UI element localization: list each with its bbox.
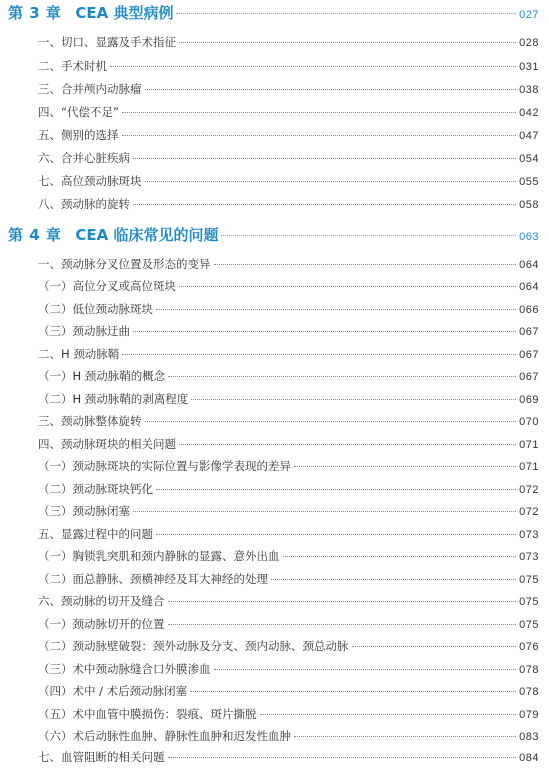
page-number: 073 — [519, 551, 539, 563]
entry-title: 五、显露过程中的问题 — [38, 527, 153, 541]
toc-entry[interactable] — [38, 193, 539, 215]
entry-title: 三、颈动脉整体旋转 — [38, 414, 142, 428]
page-number: 076 — [519, 641, 539, 653]
page-number: 072 — [519, 484, 539, 496]
entry-title: （二）颈动脉斑块钙化 — [38, 482, 153, 496]
page-number: 067 — [519, 371, 539, 383]
dot-leader — [294, 466, 516, 467]
entry-title: （二）低位颈动脉斑块 — [38, 302, 153, 316]
page-number: 055 — [519, 176, 539, 188]
page-number: 083 — [519, 731, 539, 743]
page-number: 084 — [519, 752, 539, 764]
entry-title: 六、合并心脏疾病 — [38, 151, 130, 165]
entry-title: 一、切口、显露及手术指征 — [38, 35, 176, 49]
dot-leader — [168, 624, 517, 625]
page-number: 073 — [519, 529, 539, 541]
entry-title: （一）胸锁乳突肌和颈内静脉的显露、意外出血 — [38, 549, 280, 563]
toc-entry[interactable] — [38, 298, 539, 320]
chapter-title: CEA 典型病例 — [75, 4, 174, 22]
toc-entry[interactable] — [38, 523, 539, 545]
toc-entry[interactable] — [38, 613, 539, 635]
dot-leader — [352, 646, 517, 647]
toc-entry[interactable] — [38, 545, 539, 567]
dot-leader — [214, 264, 517, 265]
toc-entry[interactable] — [38, 124, 539, 146]
entry-title: （一）颈动脉斑块的实际位置与影像学表现的差异 — [38, 459, 291, 473]
dot-leader — [133, 511, 516, 512]
entry-title: 八、颈动脉的旋转 — [38, 197, 130, 211]
dot-leader — [176, 13, 516, 14]
dot-leader — [122, 112, 516, 113]
toc-entry[interactable] — [38, 680, 539, 702]
toc-entry[interactable] — [38, 568, 539, 590]
page-number: 067 — [519, 326, 539, 338]
dot-leader — [179, 444, 516, 445]
dot-leader — [145, 421, 517, 422]
toc-entry[interactable] — [38, 410, 539, 432]
page-number: 028 — [519, 37, 539, 49]
dot-leader — [294, 736, 516, 737]
entry-title: 七、血管阻断的相关问题 — [38, 750, 165, 764]
dot-leader — [156, 489, 516, 490]
entry-title: 二、手术时机 — [38, 59, 107, 73]
dot-leader — [168, 757, 517, 758]
page-number: 067 — [519, 349, 539, 361]
dot-leader — [133, 204, 516, 205]
toc-entry[interactable] — [38, 101, 539, 123]
toc-entry[interactable] — [38, 147, 539, 169]
entry-title: （五）术中血管中膜损伤：裂痕、斑片撕脱 — [38, 707, 257, 721]
entry-title: （三）术中颈动脉缝合口外膜渗血 — [38, 662, 211, 676]
toc-entry[interactable] — [38, 725, 539, 747]
entry-title: （六）术后动脉性血肿、静脉性血肿和迟发性血肿 — [38, 729, 291, 743]
page-number: 079 — [519, 709, 539, 721]
page-number: 064 — [519, 259, 539, 271]
dot-leader — [191, 399, 516, 400]
page-number: 069 — [519, 394, 539, 406]
page-number: 066 — [519, 304, 539, 316]
page-number: 078 — [519, 686, 539, 698]
page-number: 042 — [519, 107, 539, 119]
page-number: 054 — [519, 153, 539, 165]
toc-entry[interactable] — [38, 658, 539, 680]
entry-title: （三）颈动脉迂曲 — [38, 324, 130, 338]
dot-leader — [168, 376, 516, 377]
dot-leader — [145, 181, 517, 182]
entry-title: （三）颈动脉闭塞 — [38, 504, 130, 518]
dot-leader — [214, 669, 517, 670]
chapter-number: 第 4 章 — [8, 226, 62, 244]
dot-leader — [156, 534, 516, 535]
dot-leader — [179, 286, 516, 287]
entry-title: 四、“代偿不足” — [38, 105, 119, 119]
dot-leader — [122, 354, 516, 355]
entry-title: 二、H 颈动脉鞘 — [38, 347, 120, 361]
dot-leader — [179, 42, 516, 43]
entry-title: 五、侧别的选择 — [38, 128, 119, 142]
entry-title: 三、合并颅内动脉瘤 — [38, 82, 142, 96]
toc-entry[interactable] — [38, 320, 539, 342]
page-number: 038 — [519, 84, 539, 96]
page-number: 078 — [519, 664, 539, 676]
entry-title: 六、颈动脉的切开及缝合 — [38, 594, 165, 608]
page-number: 064 — [519, 281, 539, 293]
page-number: 063 — [519, 231, 539, 243]
entry-title: （四）术中 / 术后颈动脉闭塞 — [38, 684, 188, 698]
page-number: 075 — [519, 596, 539, 608]
dot-leader — [133, 331, 516, 332]
toc-entry[interactable] — [38, 455, 539, 477]
toc-entry[interactable] — [38, 478, 539, 500]
page-number: 047 — [519, 130, 539, 142]
toc-entry[interactable] — [38, 746, 539, 768]
toc-entry[interactable] — [38, 500, 539, 522]
page-number: 031 — [519, 61, 539, 73]
dot-leader — [145, 89, 517, 90]
page-number: 075 — [519, 619, 539, 631]
page-number: 075 — [519, 574, 539, 586]
toc-entry[interactable] — [38, 253, 539, 275]
dot-leader — [271, 579, 516, 580]
entry-title: （一）H 颈动脉鞘的概念 — [38, 369, 166, 383]
toc-entry[interactable] — [38, 78, 539, 100]
dot-leader — [283, 556, 517, 557]
page-number: 071 — [519, 439, 539, 451]
toc-entry[interactable] — [38, 55, 539, 77]
toc-entry[interactable] — [38, 275, 539, 297]
toc-entry[interactable] — [38, 433, 539, 455]
chapter-3-heading[interactable] — [8, 2, 539, 24]
chapter-4-heading[interactable] — [8, 224, 539, 246]
toc-entry[interactable] — [38, 590, 539, 612]
dot-leader — [190, 691, 516, 692]
page-number: 027 — [519, 9, 539, 21]
dot-leader — [110, 66, 516, 67]
toc-entry[interactable] — [38, 635, 539, 657]
dot-leader — [122, 135, 517, 136]
page-number: 058 — [519, 199, 539, 211]
toc-entry[interactable] — [38, 170, 539, 192]
entry-title: （二）H 颈动脉鞘的剥离程度 — [38, 392, 189, 406]
toc-entry[interactable] — [38, 31, 539, 53]
toc-entry[interactable] — [38, 703, 539, 725]
entry-title: 四、颈动脉斑块的相关问题 — [38, 437, 176, 451]
dot-leader — [221, 235, 516, 236]
page-number: 071 — [519, 461, 539, 473]
dot-leader — [168, 601, 517, 602]
chapter-title: CEA 临床常见的问题 — [75, 226, 219, 244]
entry-title: （二）面总静脉、颈横神经及耳大神经的处理 — [38, 572, 268, 586]
entry-title: （一）高位分叉或高位斑块 — [38, 279, 176, 293]
toc-entry[interactable] — [38, 343, 539, 365]
entry-title: 一、颈动脉分叉位置及形态的变异 — [38, 257, 211, 271]
dot-leader — [260, 714, 517, 715]
page-number: 072 — [519, 506, 539, 518]
toc-entry[interactable] — [38, 365, 539, 387]
entry-title: （一）颈动脉切开的位置 — [38, 617, 165, 631]
entry-title: 七、高位颈动脉斑块 — [38, 174, 142, 188]
entry-title: （二）颈动脉壁破裂：颈外动脉及分支、颈内动脉、颈总动脉 — [38, 639, 349, 653]
dot-leader — [156, 309, 516, 310]
page-number: 070 — [519, 416, 539, 428]
toc-entry[interactable] — [38, 388, 539, 410]
chapter-number: 第 3 章 — [8, 4, 62, 22]
dot-leader — [133, 158, 516, 159]
